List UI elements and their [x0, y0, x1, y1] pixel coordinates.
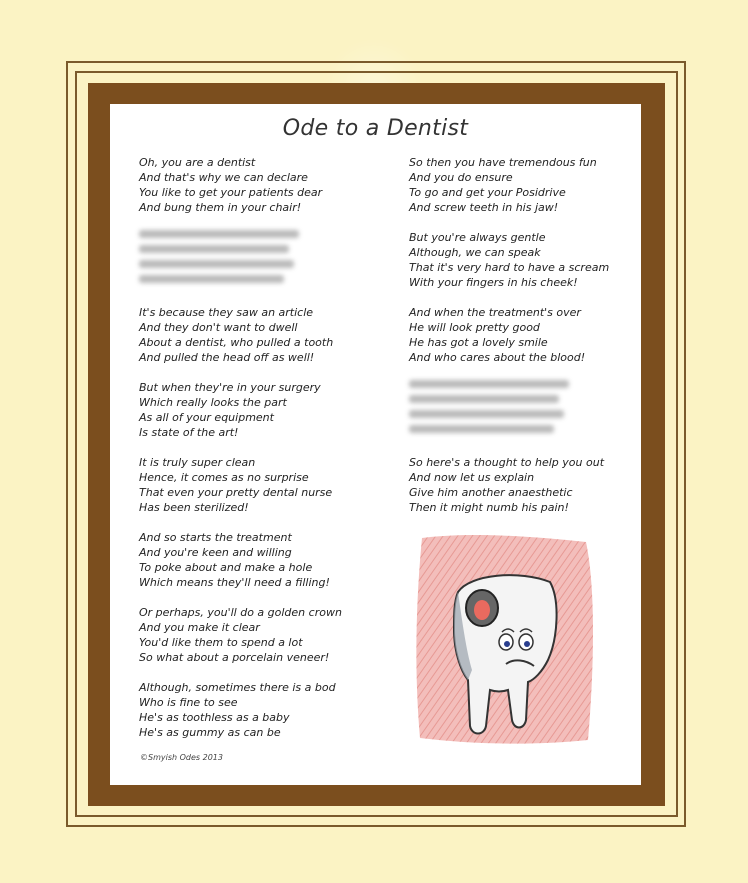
- poem-line: Then it might numb his pain!: [409, 501, 569, 514]
- poem-line: You'd like them to spend a lot: [139, 636, 303, 649]
- poem-line: And who cares about the blood!: [409, 351, 586, 364]
- poem-line: That even your pretty dental nurse: [139, 486, 333, 499]
- blurred-line: [409, 380, 569, 388]
- poem-line: About a dentist, who pulled a tooth: [139, 336, 334, 349]
- poem-stanza: [139, 380, 379, 440]
- poem-stanza: [139, 530, 379, 590]
- poem-stanza: [409, 455, 629, 515]
- blurred-stanza: [139, 230, 379, 290]
- poem-stanza: [139, 605, 379, 665]
- poem-left-column: [139, 155, 379, 755]
- poem-line: Although, sometimes there is a bod: [139, 681, 336, 694]
- poem-line: He has got a lovely smile: [409, 336, 548, 349]
- poem-line: Oh, you are a dentist: [139, 156, 256, 169]
- poem-stanza: [139, 455, 379, 515]
- poem-line: But when they're in your surgery: [139, 381, 321, 394]
- poem-stanza: [409, 230, 629, 290]
- blurred-line: [139, 275, 284, 283]
- blurred-line: [139, 230, 299, 238]
- poem-line: As all of your equipment: [139, 411, 274, 424]
- poem-line: That it's very hard to have a scream: [409, 261, 610, 274]
- poem-line: With your fingers in his cheek!: [409, 276, 578, 289]
- poem-line: And you do ensure: [409, 171, 513, 184]
- poem-right-column: [409, 155, 629, 530]
- copyright-notice: ©Smyish Odes 2013: [140, 753, 223, 762]
- poem-line: So then you have tremendous fun: [409, 156, 597, 169]
- blurred-line: [409, 425, 554, 433]
- poem-stanza: [139, 305, 379, 365]
- poem-line: Who is fine to see: [139, 696, 238, 709]
- blurred-line: [409, 410, 564, 418]
- poem-line: Which really looks the part: [139, 396, 287, 409]
- poem-line: Which means they'll need a filling!: [139, 576, 330, 589]
- poem-line: Give him another anaesthetic: [409, 486, 573, 499]
- poem-line: To poke about and make a hole: [139, 561, 313, 574]
- blurred-line: [139, 260, 294, 268]
- poem-stanza: [409, 305, 629, 365]
- poem-stanza: [139, 155, 379, 215]
- poem-line: And they don't want to dwell: [139, 321, 298, 334]
- poem-title: Ode to a Dentist: [282, 116, 469, 141]
- poem-line: Although, we can speak: [409, 246, 541, 259]
- poem-line: And so starts the treatment: [139, 531, 292, 544]
- poem-line: And now let us explain: [409, 471, 535, 484]
- poem-line: And when the treatment's over: [409, 306, 581, 319]
- poem-line: He's as toothless as a baby: [139, 711, 290, 724]
- poem-line: He's as gummy as can be: [139, 726, 281, 739]
- poem-stanza: [409, 155, 629, 215]
- poem-line: And that's why we can declare: [139, 171, 308, 184]
- poem-line: But you're always gentle: [409, 231, 546, 244]
- poem-line: And you're keen and willing: [139, 546, 292, 559]
- tooth-illustration: [410, 530, 600, 750]
- poem-line: So what about a porcelain veneer!: [139, 651, 330, 664]
- poem-line: And you make it clear: [139, 621, 260, 634]
- poem-line: And pulled the head off as well!: [139, 351, 315, 364]
- blurred-line: [409, 395, 559, 403]
- blurred-stanza: [409, 380, 629, 440]
- blurred-line: [139, 245, 289, 253]
- poem-stanza: [139, 680, 379, 740]
- poem-line: It is truly super clean: [139, 456, 256, 469]
- poem-line: So here's a thought to help you out: [409, 456, 605, 469]
- poem-line: Hence, it comes as no surprise: [139, 471, 309, 484]
- poem-line: You like to get your patients dear: [139, 186, 323, 199]
- poem-line: To go and get your Posidrive: [409, 186, 566, 199]
- poem-line: Or perhaps, you'll do a golden crown: [139, 606, 342, 619]
- poem-line: Has been sterilized!: [139, 501, 249, 514]
- poem-line: And bung them in your chair!: [139, 201, 302, 214]
- poem-line: He will look pretty good: [409, 321, 540, 334]
- poem-line: And screw teeth in his jaw!: [409, 201, 559, 214]
- poem-line: It's because they saw an article: [139, 306, 314, 319]
- poem-line: Is state of the art!: [139, 426, 239, 439]
